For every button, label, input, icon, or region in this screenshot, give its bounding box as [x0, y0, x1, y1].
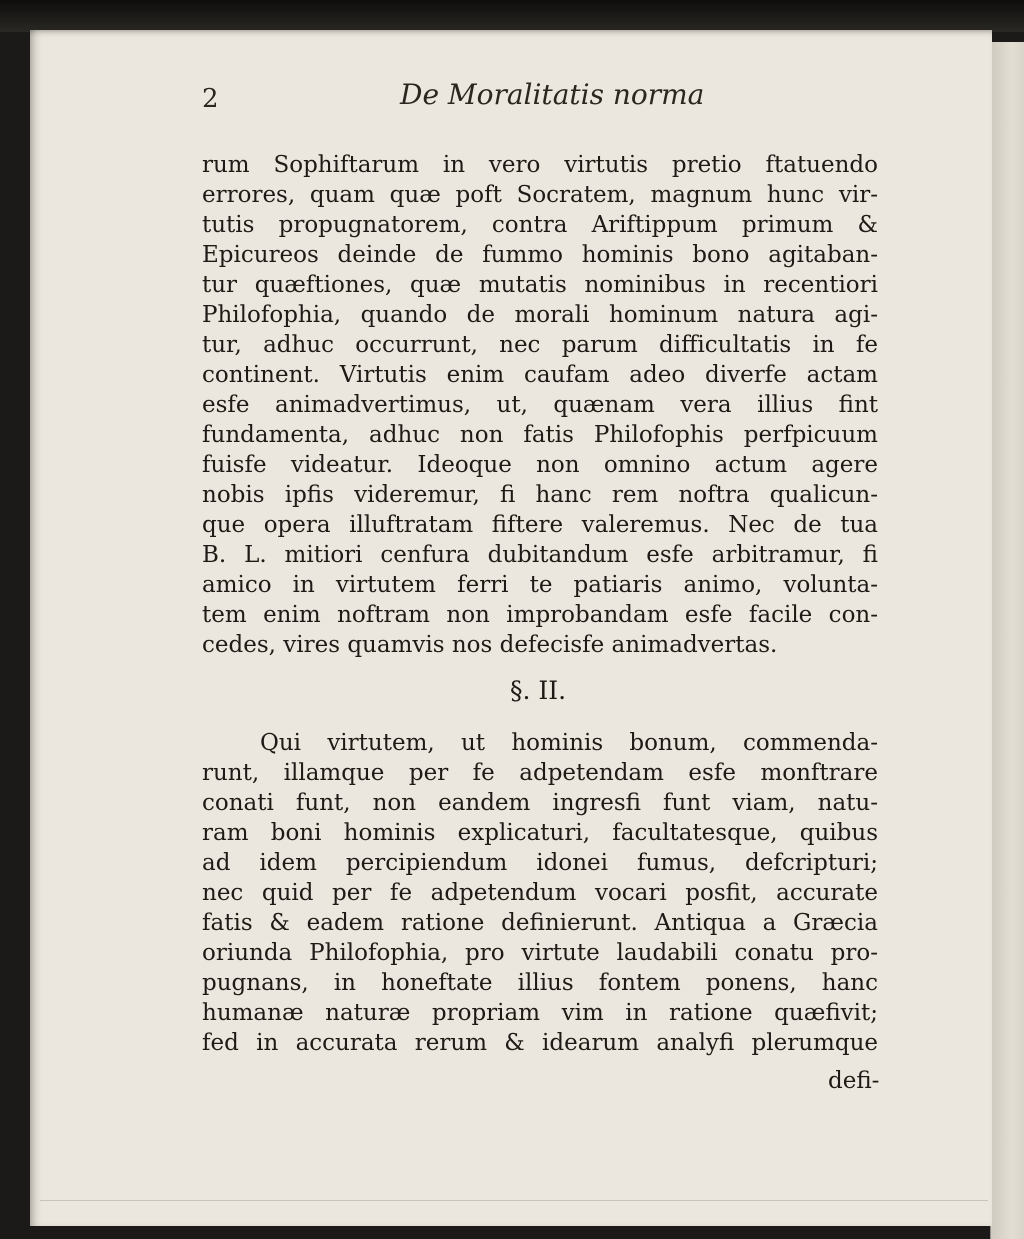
- text-line: esfe animadvertimus, ut, quænam vera illius fint: [202, 392, 878, 418]
- text-line: Qui virtutem, ut hominis bonum, commenda-: [260, 730, 878, 756]
- text-line: humanæ naturæ propriam vim in ratione quæfivit;: [202, 1000, 878, 1026]
- text-line: tem enim noftram non improbandam esfe facile con-: [202, 602, 878, 628]
- text-line: runt, illamque per fe adpetendam esfe monftrare: [202, 760, 878, 786]
- catchword: defi-: [828, 1068, 880, 1094]
- text-line: amico in virtutem ferri te patiaris animo, volunta-: [202, 572, 878, 598]
- text-line: fatis & eadem ratione definierunt. Antiqua a Græcia: [202, 910, 878, 936]
- text-line: nobis ipfis videremur, fi hanc rem noftra qualicun-: [202, 482, 878, 508]
- text-line: ad idem percipiendum idonei fumus, defcripturi;: [202, 850, 878, 876]
- text-line: errores, quam quæ poft Socratem, magnum hunc vir-: [202, 182, 878, 208]
- text-line: tutis propugnatorem, contra Ariftippum primum &: [202, 212, 878, 238]
- running-head: De Moralitatis norma: [400, 78, 705, 111]
- text-line: continent. Virtutis enim caufam adeo diverfe actam: [202, 362, 878, 388]
- text-line: fuisfe videatur. Ideoque non omnino actum agere: [202, 452, 878, 478]
- text-line: tur quæftiones, quæ mutatis nominibus in recentiori: [202, 272, 878, 298]
- text-line: nec quid per fe adpetendum vocari posfit, accurate: [202, 880, 878, 906]
- text-line: Epicureos deinde de fummo hominis bono agitaban-: [202, 242, 878, 268]
- scan-top-edge: [0, 0, 1024, 32]
- text-line: cedes, vires quamvis nos defecisfe animadvertas.: [202, 632, 778, 658]
- page-number: 2: [202, 84, 219, 114]
- text-line: que opera illuftratam fiftere valeremus. Nec de tua: [202, 512, 878, 538]
- text-line: conati funt, non eandem ingresfi funt viam, natu-: [202, 790, 878, 816]
- section-heading: §. II.: [510, 676, 567, 705]
- text-line: tur, adhuc occurrunt, nec parum difficultatis in fe: [202, 332, 878, 358]
- text-line: Philofophia, quando de morali hominum natura agi-: [202, 302, 878, 328]
- facing-page-edge: [990, 42, 1024, 1239]
- text-line: pugnans, in honeftate illius fontem ponens, hanc: [202, 970, 878, 996]
- text-line: rum Sophiftarum in vero virtutis pretio ftatuendo: [202, 152, 878, 178]
- text-line: fundamenta, adhuc non fatis Philofophis perfpicuum: [202, 422, 878, 448]
- text-line: ram boni hominis explicaturi, facultatesque, quibus: [202, 820, 878, 846]
- text-line: fed in accurata rerum & idearum analyfi plerumque: [202, 1030, 878, 1056]
- text-line: B. L. mitiori cenfura dubitandum esfe arbitramur, fi: [202, 542, 878, 568]
- text-line: oriunda Philofophia, pro virtute laudabili conatu pro-: [202, 940, 878, 966]
- page-bottom-shadow: [40, 1200, 988, 1201]
